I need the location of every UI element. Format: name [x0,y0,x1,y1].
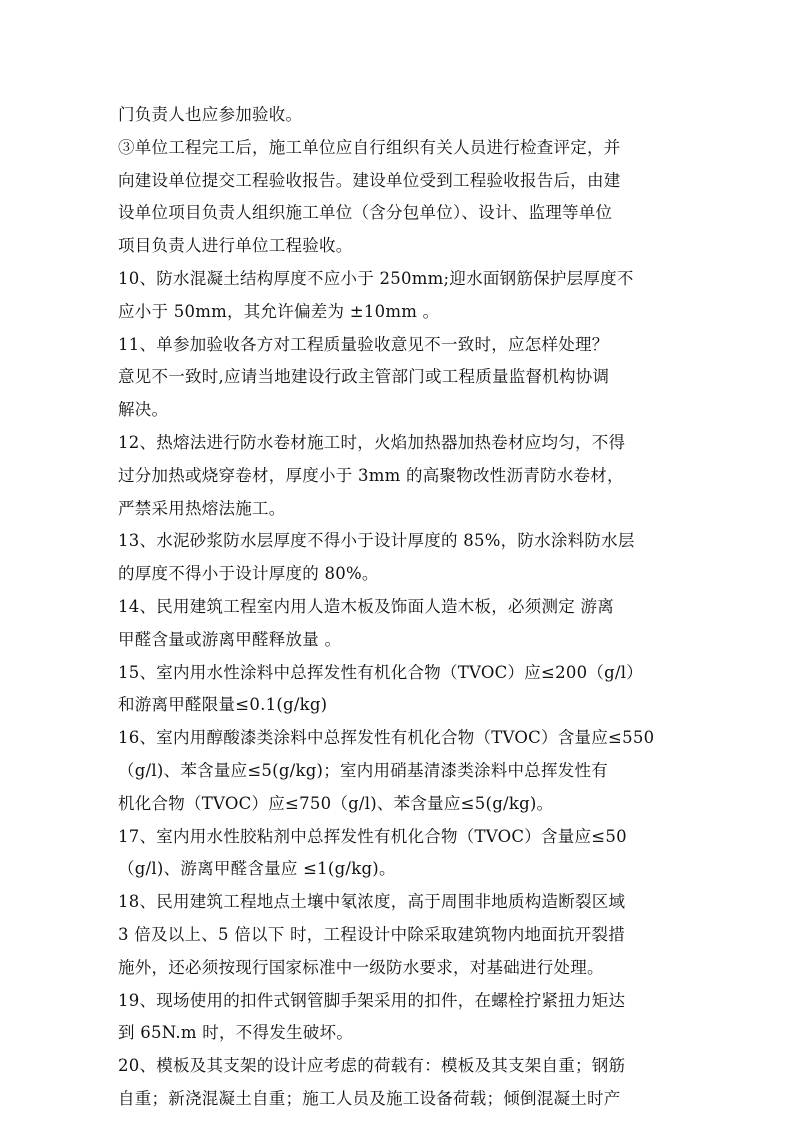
text-line: 15、室内用水性涂料中总挥发性有机化合物（TVOC）应≤200（g/l） [118,662,643,682]
text-line: 和游离甲醛限量≤0.1(g/kg) [118,695,328,715]
text-line: ③单位工程完工后，施工单位应自行组织有关人员进行检查评定，并 [118,137,621,157]
text-line: 设单位项目负责人组织施工单位（含分包单位）、设计、监理等单位 [118,203,613,223]
text-line: （g/l)、苯含量应≤5(g/kg)；室内用硝基清漆类涂料中总挥发性有 [118,760,608,780]
document-body [118,99,678,1116]
text-line: 自重；新浇混凝土自重；施工人员及施工设备荷载；倾倒混凝土时产 [118,1088,621,1108]
text-line: 12、热熔法进行防水卷材施工时，火焰加热器加热卷材应均匀，不得 [118,432,626,452]
text-line: 甲醛含量或游离甲醛释放量 。 [118,629,342,649]
text-line: 机化合物（TVOC）应≤750（g/l)、苯含量应≤5(g/kg)。 [118,793,554,813]
text-line: 解决。 [118,400,169,420]
text-line: 16、室内用醇酸漆类涂料中总挥发性有机化合物（TVOC）含量应≤550 [118,728,655,748]
text-line: 门负责人也应参加验收。 [118,105,303,124]
text-line: 20、模板及其支架的设计应考虑的荷载有：模板及其支架自重；钢筋 [118,1056,626,1076]
text-line: 到 65N.m 时，不得发生破坏。 [118,1023,354,1043]
text-line: 17、室内用水性胶粘剂中总挥发性有机化合物（TVOC）含量应≤50 [118,826,627,846]
text-line: 3 倍及以上、5 倍以下 时，工程设计中除采取建筑物内地面抗开裂措 [118,924,625,944]
text-line: （g/l)、游离甲醛含量应 ≤1(g/kg)。 [118,859,396,879]
text-line: 10、防水混凝土结构厚度不应小于 250mm;迎水面钢筋保护层厚度不 [118,268,634,288]
text-line: 过分加热或烧穿卷材，厚度小于 3mm 的高聚物改性沥青防水卷材， [118,465,624,485]
text-line: 意见不一致时,应请当地建设行政主管部门或工程质量监督机构协调 [118,367,610,387]
text-line: 项目负责人进行单位工程验收。 [118,236,353,256]
text-line: 11、单参加验收各方对工程质量验收意见不一致时，应怎样处理？ [118,334,609,354]
text-line: 向建设单位提交工程验收报告。建设单位受到工程验收报告后，由建 [118,170,621,190]
text-line: 14、民用建筑工程室内用人造木板及饰面人造木板，必须测定 游离 [118,596,614,616]
text-line: 13、水泥砂浆防水层厚度不得小于设计厚度的 85%，防水涂料防水层 [118,531,635,551]
text-line: 严禁采用热熔法施工。 [118,498,286,518]
text-line: 应小于 50mm，其允许偏差为 ±10mm 。 [118,301,440,321]
text-line: 18、民用建筑工程地点土壤中氡浓度，高于周围非地质构造断裂区域 [118,892,626,912]
text-line: 的厚度不得小于设计厚度的 80%。 [118,564,379,584]
text-line: 施外，还必须按现行国家标准中一级防水要求，对基础进行处理。 [118,957,604,977]
text-line: 19、现场使用的扣件式钢管脚手架采用的扣件，在螺栓拧紧扭力矩达 [118,990,626,1010]
